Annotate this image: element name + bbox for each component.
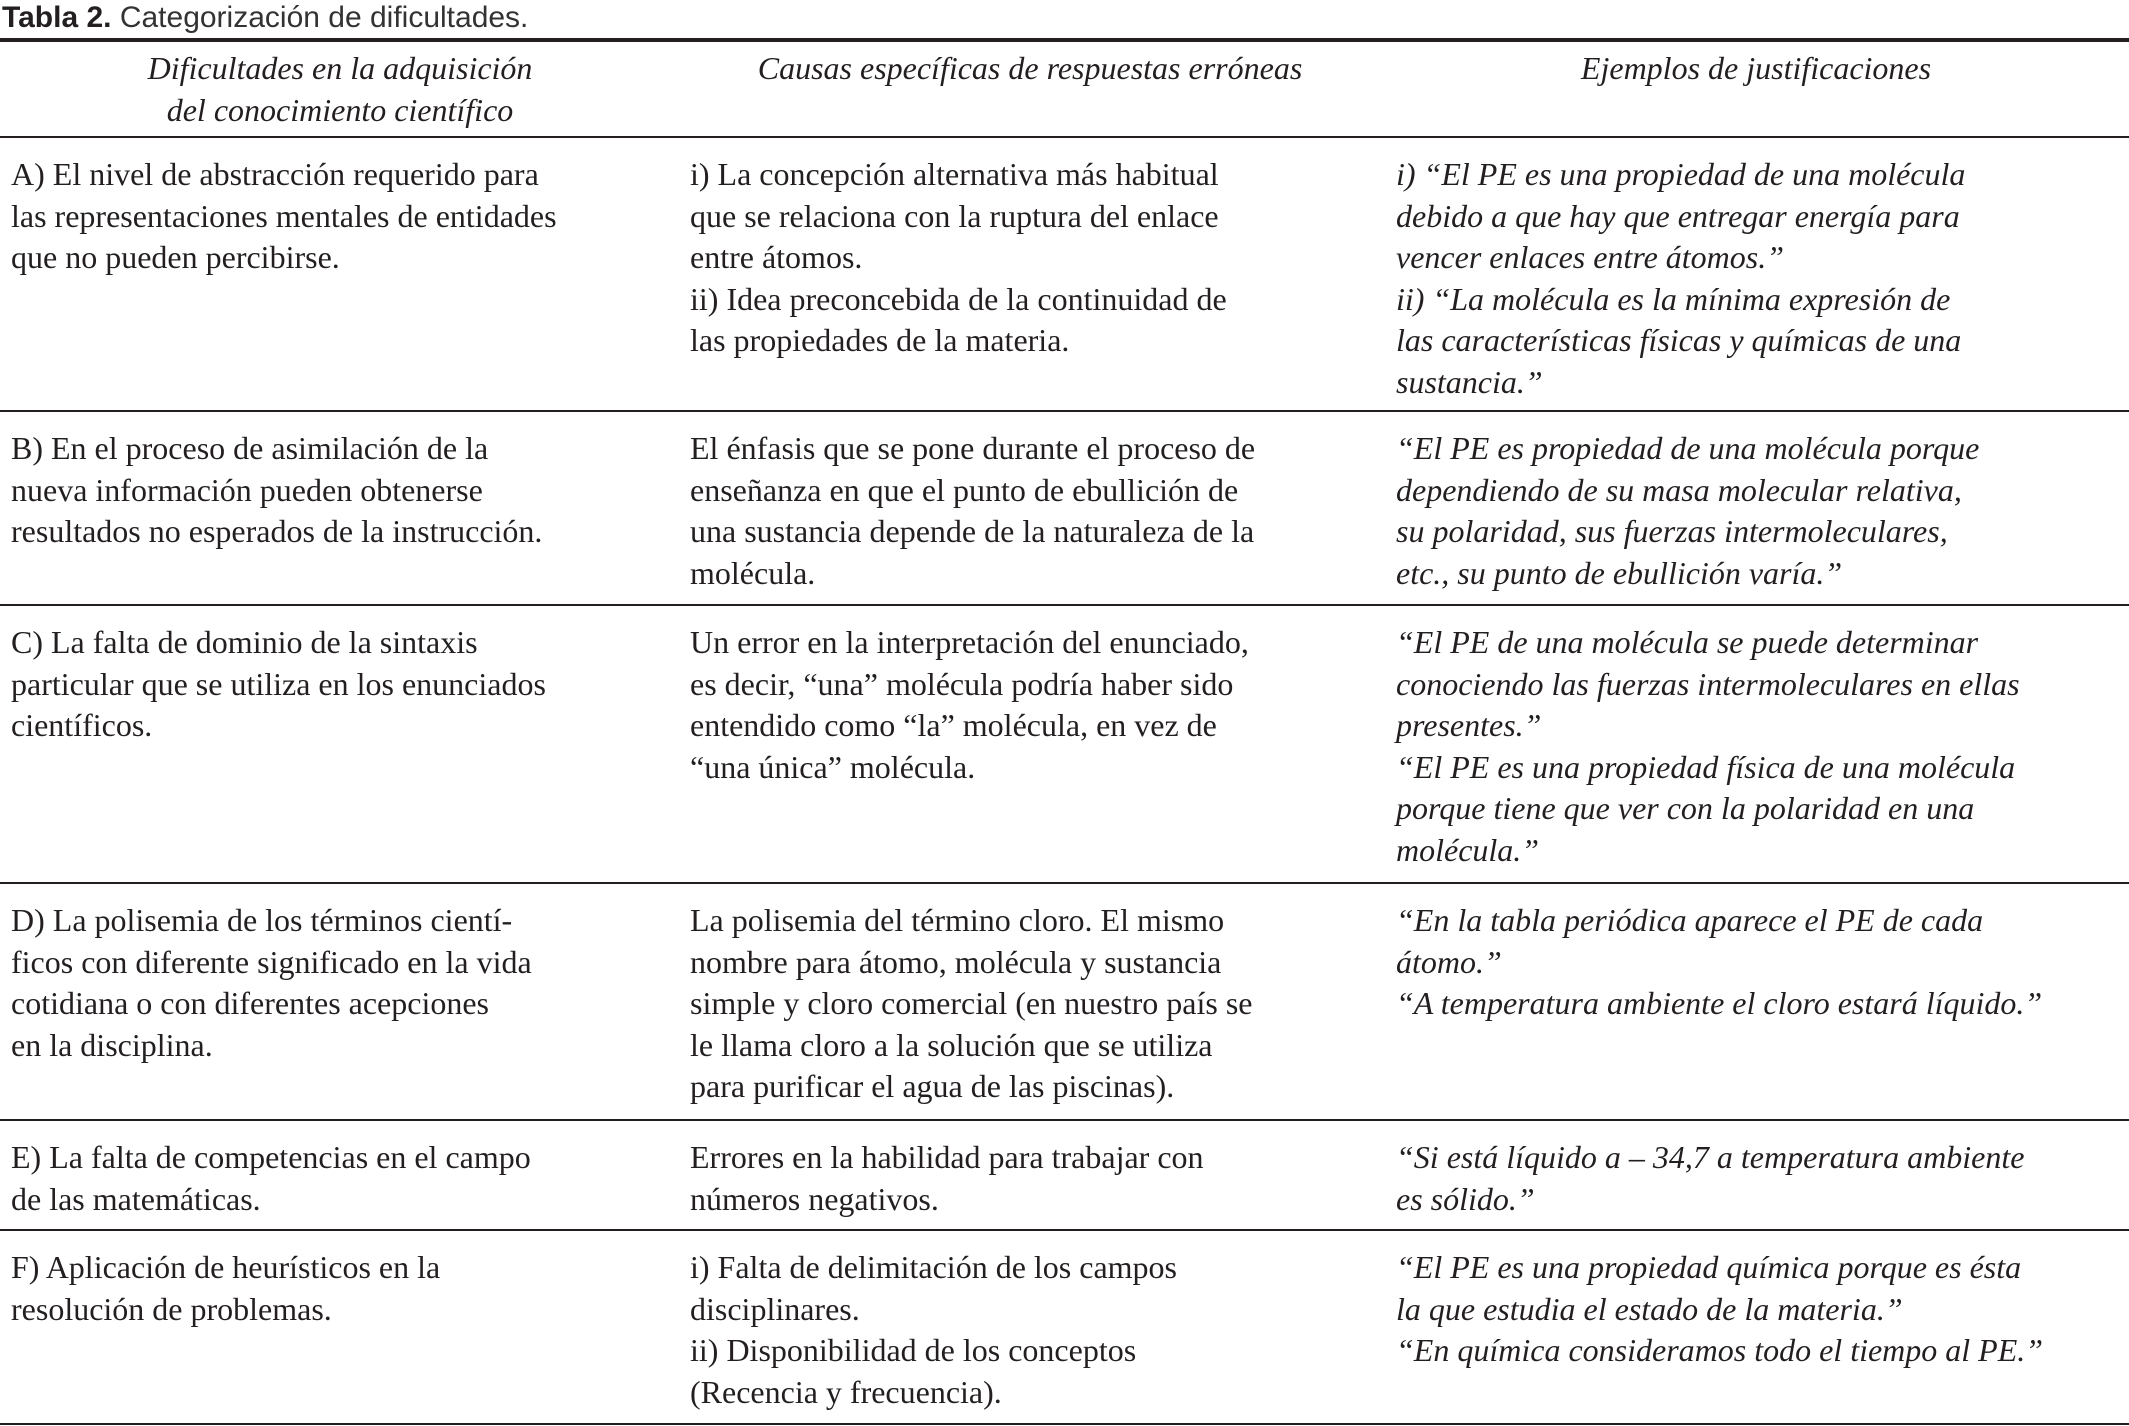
header-causas: Causas específicas de respuestas erróneas [757, 50, 1303, 86]
table-row [0, 1231, 2129, 1425]
caption-text: Categorización de dificultades. [111, 1, 529, 34]
cell-dificultad: B) En el proceso de asimilación de la nueva información pueden obtenerse resultados no esperados de la instrucción. [11, 430, 543, 549]
caption-label: Tabla 2. [2, 1, 112, 34]
cell-causa: i) Falta de delimitación de los campos disciplinares. ii) Disponibilidad de los conceptos (Recencia y frecuencia). [690, 1249, 1177, 1410]
cell-dificultad: A) El nivel de abstracción requerido para las representaciones mentales de entidades que no pueden percibirse. [11, 156, 557, 275]
cell-ejemplo: “En la tabla periódica aparece el PE de cada átomo.” “A temperatura ambiente el cloro estará líquido.” [1396, 902, 2043, 1021]
table-header [0, 42, 2129, 138]
table-row [0, 412, 2129, 606]
table-caption [2, 0, 528, 36]
header-dificultades: Dificultades en la adquisición del conocimiento científico [147, 50, 533, 128]
cell-causa: El énfasis que se pone durante el proceso de enseñanza en que el punto de ebullición de una sustancia depende de la naturaleza de la molécula. [690, 430, 1256, 591]
cell-causa: i) La concepción alternativa más habitual que se relaciona con la ruptura del enlace entre átomos. ii) Idea preconcebida de la continuidad de las propiedades de la materia. [690, 156, 1227, 358]
cell-dificultad: E) La falta de competencias en el campo de las matemáticas. [11, 1139, 531, 1217]
cell-ejemplo: “Si está líquido a – 34,7 a temperatura ambiente es sólido.” [1396, 1139, 2025, 1217]
cell-causa: Un error en la interpretación del enunciado, es decir, “una” molécula podría haber sido entendido como “la” molécula, en vez de “una única” molécula. [690, 624, 1249, 785]
cell-ejemplo: “El PE de una molécula se puede determinar conociendo las fuerzas intermoleculares en ellas presentes.” “El PE es una propiedad física de una molécula porque tiene que ver con la polaridad en una molécula.” [1396, 624, 2020, 868]
cell-dificultad: C) La falta de dominio de la sintaxis particular que se utiliza en los enunciados científicos. [11, 624, 546, 743]
table-row [0, 138, 2129, 412]
cell-dificultad: D) La polisemia de los términos cientí- ficos con diferente significado en la vida cotidiana o con diferentes acepciones en la disciplina. [11, 902, 532, 1063]
cell-dificultad: F) Aplicación de heurísticos en la resolución de problemas. [11, 1249, 441, 1327]
table-row [0, 606, 2129, 884]
cell-ejemplo: “El PE es propiedad de una molécula porque dependiendo de su masa molecular relativa, su polaridad, sus fuerzas intermoleculares, etc., su punto de ebullición varía.” [1396, 430, 1980, 591]
cell-causa: Errores en la habilidad para trabajar con números negativos. [690, 1139, 1204, 1217]
cell-ejemplo: i) “El PE es una propiedad de una molécula debido a que hay que entregar energía para vencer enlaces entre átomos.” ii) “La molécula es la mínima expresión de las características físicas y químicas de una sustancia.” [1396, 156, 1966, 400]
cell-ejemplo: “El PE es una propiedad química porque es ésta la que estudia el estado de la materia.” “En química consideramos todo el tiempo al PE.” [1396, 1249, 2044, 1368]
table-row [0, 884, 2129, 1121]
table-row [0, 1121, 2129, 1231]
header-ejemplos: Ejemplos de justificaciones [1580, 50, 1932, 86]
cell-causa: La polisemia del término cloro. El mismo nombre para átomo, molécula y sustancia simple y cloro comercial (en nuestro país se le llama cloro a la solución que se utiliza para purificar el agua de las piscinas). [690, 902, 1253, 1104]
